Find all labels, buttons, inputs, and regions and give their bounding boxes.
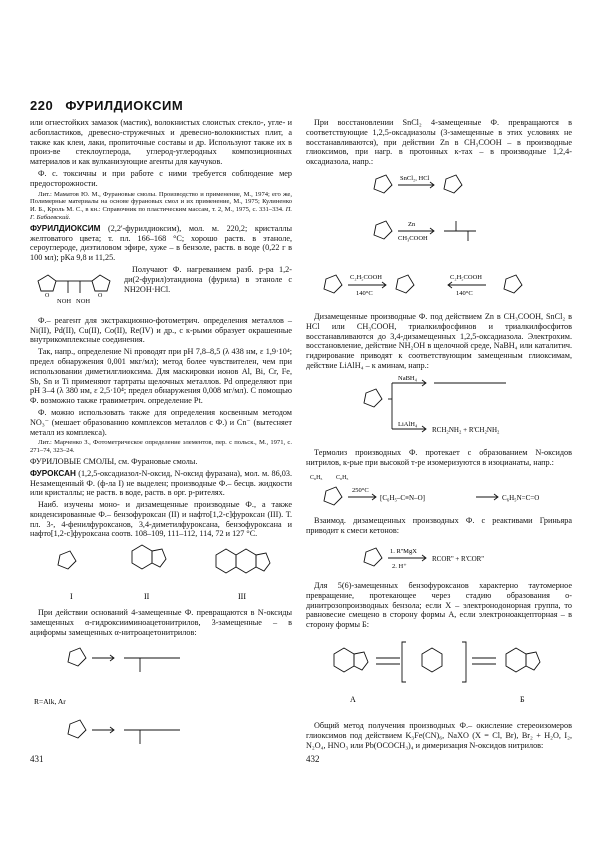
page-folio-left: 431 [30,754,44,764]
entry-heading: ФУРОКСАН [30,468,76,478]
paragraph: Наиб. изучены моно- и дизамещенные производные Ф., а также конденсированные Ф.– бензофуроксан (II) и нафто[1,2-c]фуроксан (III). Т. пл. 3-, 4-фенилфуроксанов, 3,4-диметилфуроксана, бензофуроксана и нафто[1,2-c]фуроксана соотв. 108–109, 111–112, 114, 72 и 127 °С. [30,500,292,539]
svg-text:O: O [98,292,103,299]
right-column [306,118,572,752]
struct-label: NOH [76,297,91,305]
entry-heading: ФУРИЛДИОКСИМ [30,223,101,233]
form-label-A: А [350,694,356,704]
structure-label-III: III [238,592,246,602]
page-folio-right: 432 [306,754,320,764]
reagent-label: NaBH₄ [398,374,417,382]
reduction-scheme [306,169,572,309]
product-label: RCH₂NH₂ + R'CH₂NH₂ [432,425,500,434]
page-header [30,98,183,113]
substituent-note: R=Alk, Ar [34,696,66,706]
paragraph: Так, напр., определение Ni проводят при pH 7,8–8,5 (λ 438 нм, ε 1,9·10⁴; предел обнаружения 0,001 мкг/мл); метод более чувствителен, чем при использовании диметилглиоксима. Для маскировки ионов Al, Bi, Cr, Fe, Sb, Sn и Ti применяют тартраты щелочных металлов. Pd определяют при pH 3–4 (λ 380 нм, ε 2,5·10⁴; предел обнаружения 0,008 мг/мл). С помощью Ф. возможно также гравиметрич. определение Pt. [30,347,292,406]
reagent-label: 140°C [356,289,373,297]
reference: Лит.: Маматов Ю. М., Фурановые смолы. Производство и применение, М., 1974; его же, Полимерные материалы на основе фурановых смол и их применение, М., 1975; Кулиненко И. Б., Кроль М. С., в кн.: Справочник по пластическим массам, т. 2, М., 1975, с. 331–334. П. Г. Бабаевский. [30,190,292,221]
reagent-label: 1. R''MgX [390,547,417,555]
reagent-label: Zn [408,220,416,228]
paragraph: Для 5(6)-замещенных бензофуроксанов характерно таутомерное превращение, протекающее через стадию образования o-динитрозопроизводных бензола; если X – электронодонорная группа, то равновесие смещено в сторону формы А, если электроноакцепторная – в сторону формы Б: [306,580,572,630]
paragraph: При действии оснований 4-замещенные Ф. превращаются в N-оксиды замещенных α-гидроксииминоацетонитрилов, 3-замещенные – в ациформы замещенных α-нитроацетонитрилов: [30,608,292,637]
substituent-label: C₆H₅ [310,475,323,482]
form-label-B: Б [520,694,525,704]
substituent-label: C₆H₅ [336,475,349,482]
entry-furoxan: ФУРОКСАН (1,2,5-оксадиазол-N-оксид, N-оксид фуразана), мол. м. 86,03. Незамещенный Ф. (ф-ла I) не выделен; производные Ф.– бесцв. жидкости или кристаллы; не раств. в воде, раств. в орг. р-рителях. [30,468,292,498]
struct-label: NOH [57,297,72,305]
reference: Лит.: Марченко З., Фотометрическое определение элементов, пер. с польск., М., 1971, с. 271–74, 323–24. [30,439,292,455]
condition-label: 250°C [352,487,369,495]
page-number: 220 [30,98,54,113]
entry-furan-resins: ФУРИЛОВЫЕ СМОЛЫ, см. Фурановые смолы. [30,456,198,466]
reagent-label: C₂H₅COOH [350,273,382,281]
svg-text:O: O [45,292,50,299]
grignard-scheme [306,538,572,578]
paragraph: Ф. можно использовать также для определения косвенным методом NO₃⁻ (мешает образованию комплексов металлов с Ф.) и Cn⁻ (вытесняет металл из комплекса). [30,407,292,437]
structure-label-I: I [70,592,73,602]
tautomerism-scheme [306,632,572,718]
paragraph: Термолиз производных Ф. протекает с образованием N-оксидов нитрилов, к-рые при высокой т-ре изомеризуются в изоцианаты, напр.: [306,447,572,467]
furildioxime-structure [30,267,118,316]
hydride-scheme [306,373,572,445]
product-label: C₆H₅N=C=O [502,494,540,503]
running-title: ФУРИЛДИОКСИМ [65,98,184,113]
paragraph: Общий метод получения производных Ф.– окисление стереоизомеров глиоксимов под действием K₃Fe(CN)₆, NaXO (X = Cl, Br), Br₂ + H₂O, I₂, N₂O₄, HNO₃ или Pb(OCOCH₃)₄ и димеризация N-оксидов нитрилов: [306,720,572,750]
intermediate-label: [C₆H₅–C≡N–O] [380,494,425,503]
paragraph: Получают Ф. нагреванием разб. р-ра 1,2-ди(2-фурил)этандиона (фурила) в этаноле с NH2OH·HCl. [124,264,292,294]
paragraph: Ф.– реагент для экстракционно-фотометрич. определения металлов – Ni(II), Pd(II), Cu(II), Co(II), Re(IV) и др., с к-рыми образует окрашенные внутрикомплексные соединения. [30,315,292,345]
base-reaction-scheme [30,640,292,760]
paragraph: Дизамещенные производные Ф. под действием Zn в CH₃COOH, SnCl₂ в HCl или CH₃COOH, триалкилфосфинов и триалкилфосфитов восстанавливаются до 3,4-дизамещенных 1,2,5-оксадиазола. Электрохим. восстановление, действие NH₂OH в щелочной среде, NaBH₄ или каталитич. гидрирование приводят к соответствующим замещенным глиоксимам, действие LiAlH₄ – к аминам, напр.: [306,311,572,370]
reagent-label: SnCl₂, HCl [400,174,430,182]
paragraph: Взаимод. дизамещенных производных Ф. с реактивами Гриньяра приводит к смеси кетонов: [306,516,572,536]
reagent-label: 2. H⁺ [392,562,407,570]
reagent-label: CH₃COOH [398,234,428,242]
thermolysis-scheme [306,469,572,513]
furoxan-structures-figure [30,541,292,605]
paragraph: Ф. с. токсичны и при работе с ними требуется соблюдение мер предосторожности. [30,168,292,188]
reagent-label: C₂H₅COOH [450,273,482,281]
reagent-label: LiAlH₄ [398,420,418,428]
reagent-label: 140°C [456,289,473,297]
product-label: RCOR'' + R'COR'' [432,554,484,563]
paragraph: При восстановлении SnCl₂ 4-замещенные Ф. превращаются в соответствующие 1,2,5-оксадиазолы (3-замещенные в этих условиях не восстанавливаются), при действии Zn в CH₃COOH – в производные глиоксимов, при нагр. в протонных к-тах – в производные 1,2,4-оксадиазола, напр.: [306,118,572,167]
left-column [30,118,292,763]
paragraph: или огнестойких замазок (мастик), волокнистых слоистых стекло-, угле- и асбопластиков, древесно-стружечных и древесно-волокнистых плит, а также как клеи, лаки, пропиточные составы и др. Используют также их в произ-ве стеклоуглерода, углерод-углеродных композиционных материалов и как вулканизующие агенты для каучуков. [30,118,292,167]
entry-furildioxime: ФУРИЛДИОКСИМ (2,2'-фурилдиоксим), мол. м. 220,2; кристаллы желтоватого цвета; т. пл. 166–168 °С; хорошо раств. в этаноле, сероуглероде, диэтиловом эфире, хуже – в бензоле, раств. в воде (0,22 г в 100 мл); pKa 9,8 и 11,25. [30,223,293,263]
structure-label-II: II [144,592,150,602]
reference-author: П. Г. Бабаевский. [30,206,292,221]
